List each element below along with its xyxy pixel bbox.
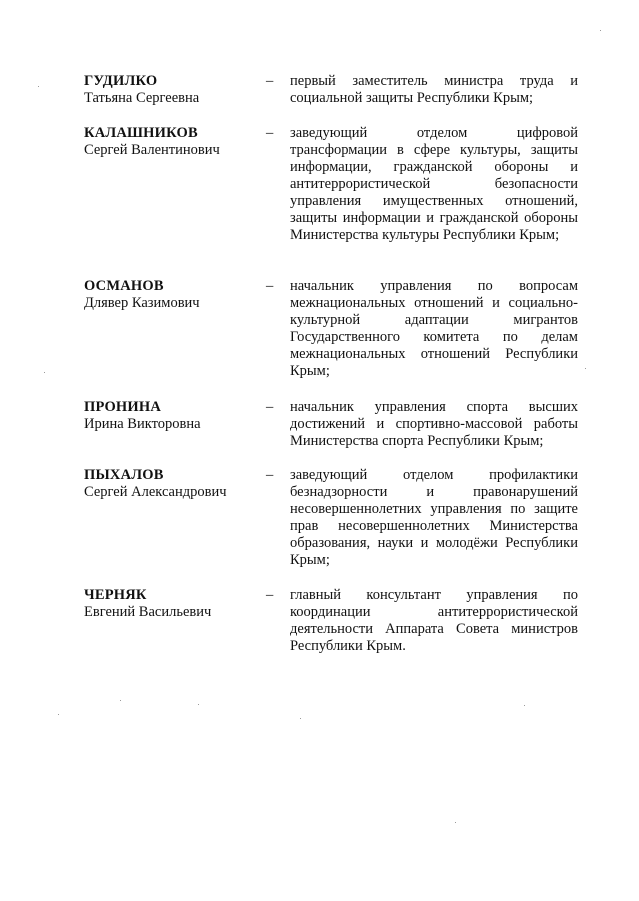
scan-speck (455, 822, 456, 823)
scan-speck (198, 704, 199, 705)
entry-dash: – (266, 73, 274, 89)
entry-surname: КАЛАШНИКОВ (84, 125, 198, 141)
scan-speck (58, 714, 59, 715)
scan-speck (38, 86, 39, 87)
scan-speck (524, 705, 525, 706)
entry-position: начальник управления спорта высших достижений и спортивно-массовой работы Министерства спорта Республики Крым; (290, 399, 578, 449)
entry-given-name: Сергей Валентинович (84, 142, 220, 158)
entry-position: начальник управления по вопросам межнациональных отношений и социально-культурной адаптации мигрантов Государственного комитета по делам межнациональных отношений Республики Крым; (290, 278, 578, 379)
entry-position: заведующий отделом профилактики безнадзорности и правонарушений несовершеннолетних управления по защите прав несовершеннолетних Министерства образования, науки и молодёжи Республики Крым; (290, 467, 578, 568)
entry-position: заведующий отделом цифровой трансформации в сфере культуры, защиты информации, гражданской обороны и антитеррористической безопасности управления имущественных отношений, защиты информации и гражданской обороны Министерства культуры Республики Крым; (290, 125, 578, 243)
entry-surname: ГУДИЛКО (84, 73, 158, 89)
entry-given-name: Ирина Викторовна (84, 416, 201, 432)
entry-surname: ПРОНИНА (84, 399, 162, 415)
entry-surname: ПЫХАЛОВ (84, 467, 164, 483)
entry-given-name: Сергей Александрович (84, 484, 227, 500)
scan-speck (600, 30, 601, 31)
entry-surname: ЧЕРНЯК (84, 587, 147, 603)
entry-surname: ОСМАНОВ (84, 278, 164, 294)
entry-position: главный консультант управления по координации антитеррористической деятельности Аппарата Совета министров Республики Крым. (290, 587, 578, 654)
entry-dash: – (266, 278, 274, 294)
scan-speck (44, 372, 45, 373)
scan-speck (300, 718, 301, 719)
entry-position: первый заместитель министра труда и социальной защиты Республики Крым; (290, 73, 578, 106)
scan-speck (120, 700, 121, 701)
scan-speck (585, 368, 586, 369)
entry-given-name: Длявер Казимович (84, 295, 200, 311)
entry-dash: – (266, 125, 274, 141)
entry-given-name: Евгений Васильевич (84, 604, 212, 620)
entry-dash: – (266, 399, 274, 415)
entry-dash: – (266, 467, 274, 483)
entry-dash: – (266, 587, 274, 603)
entry-given-name: Татьяна Сергеевна (84, 90, 200, 106)
